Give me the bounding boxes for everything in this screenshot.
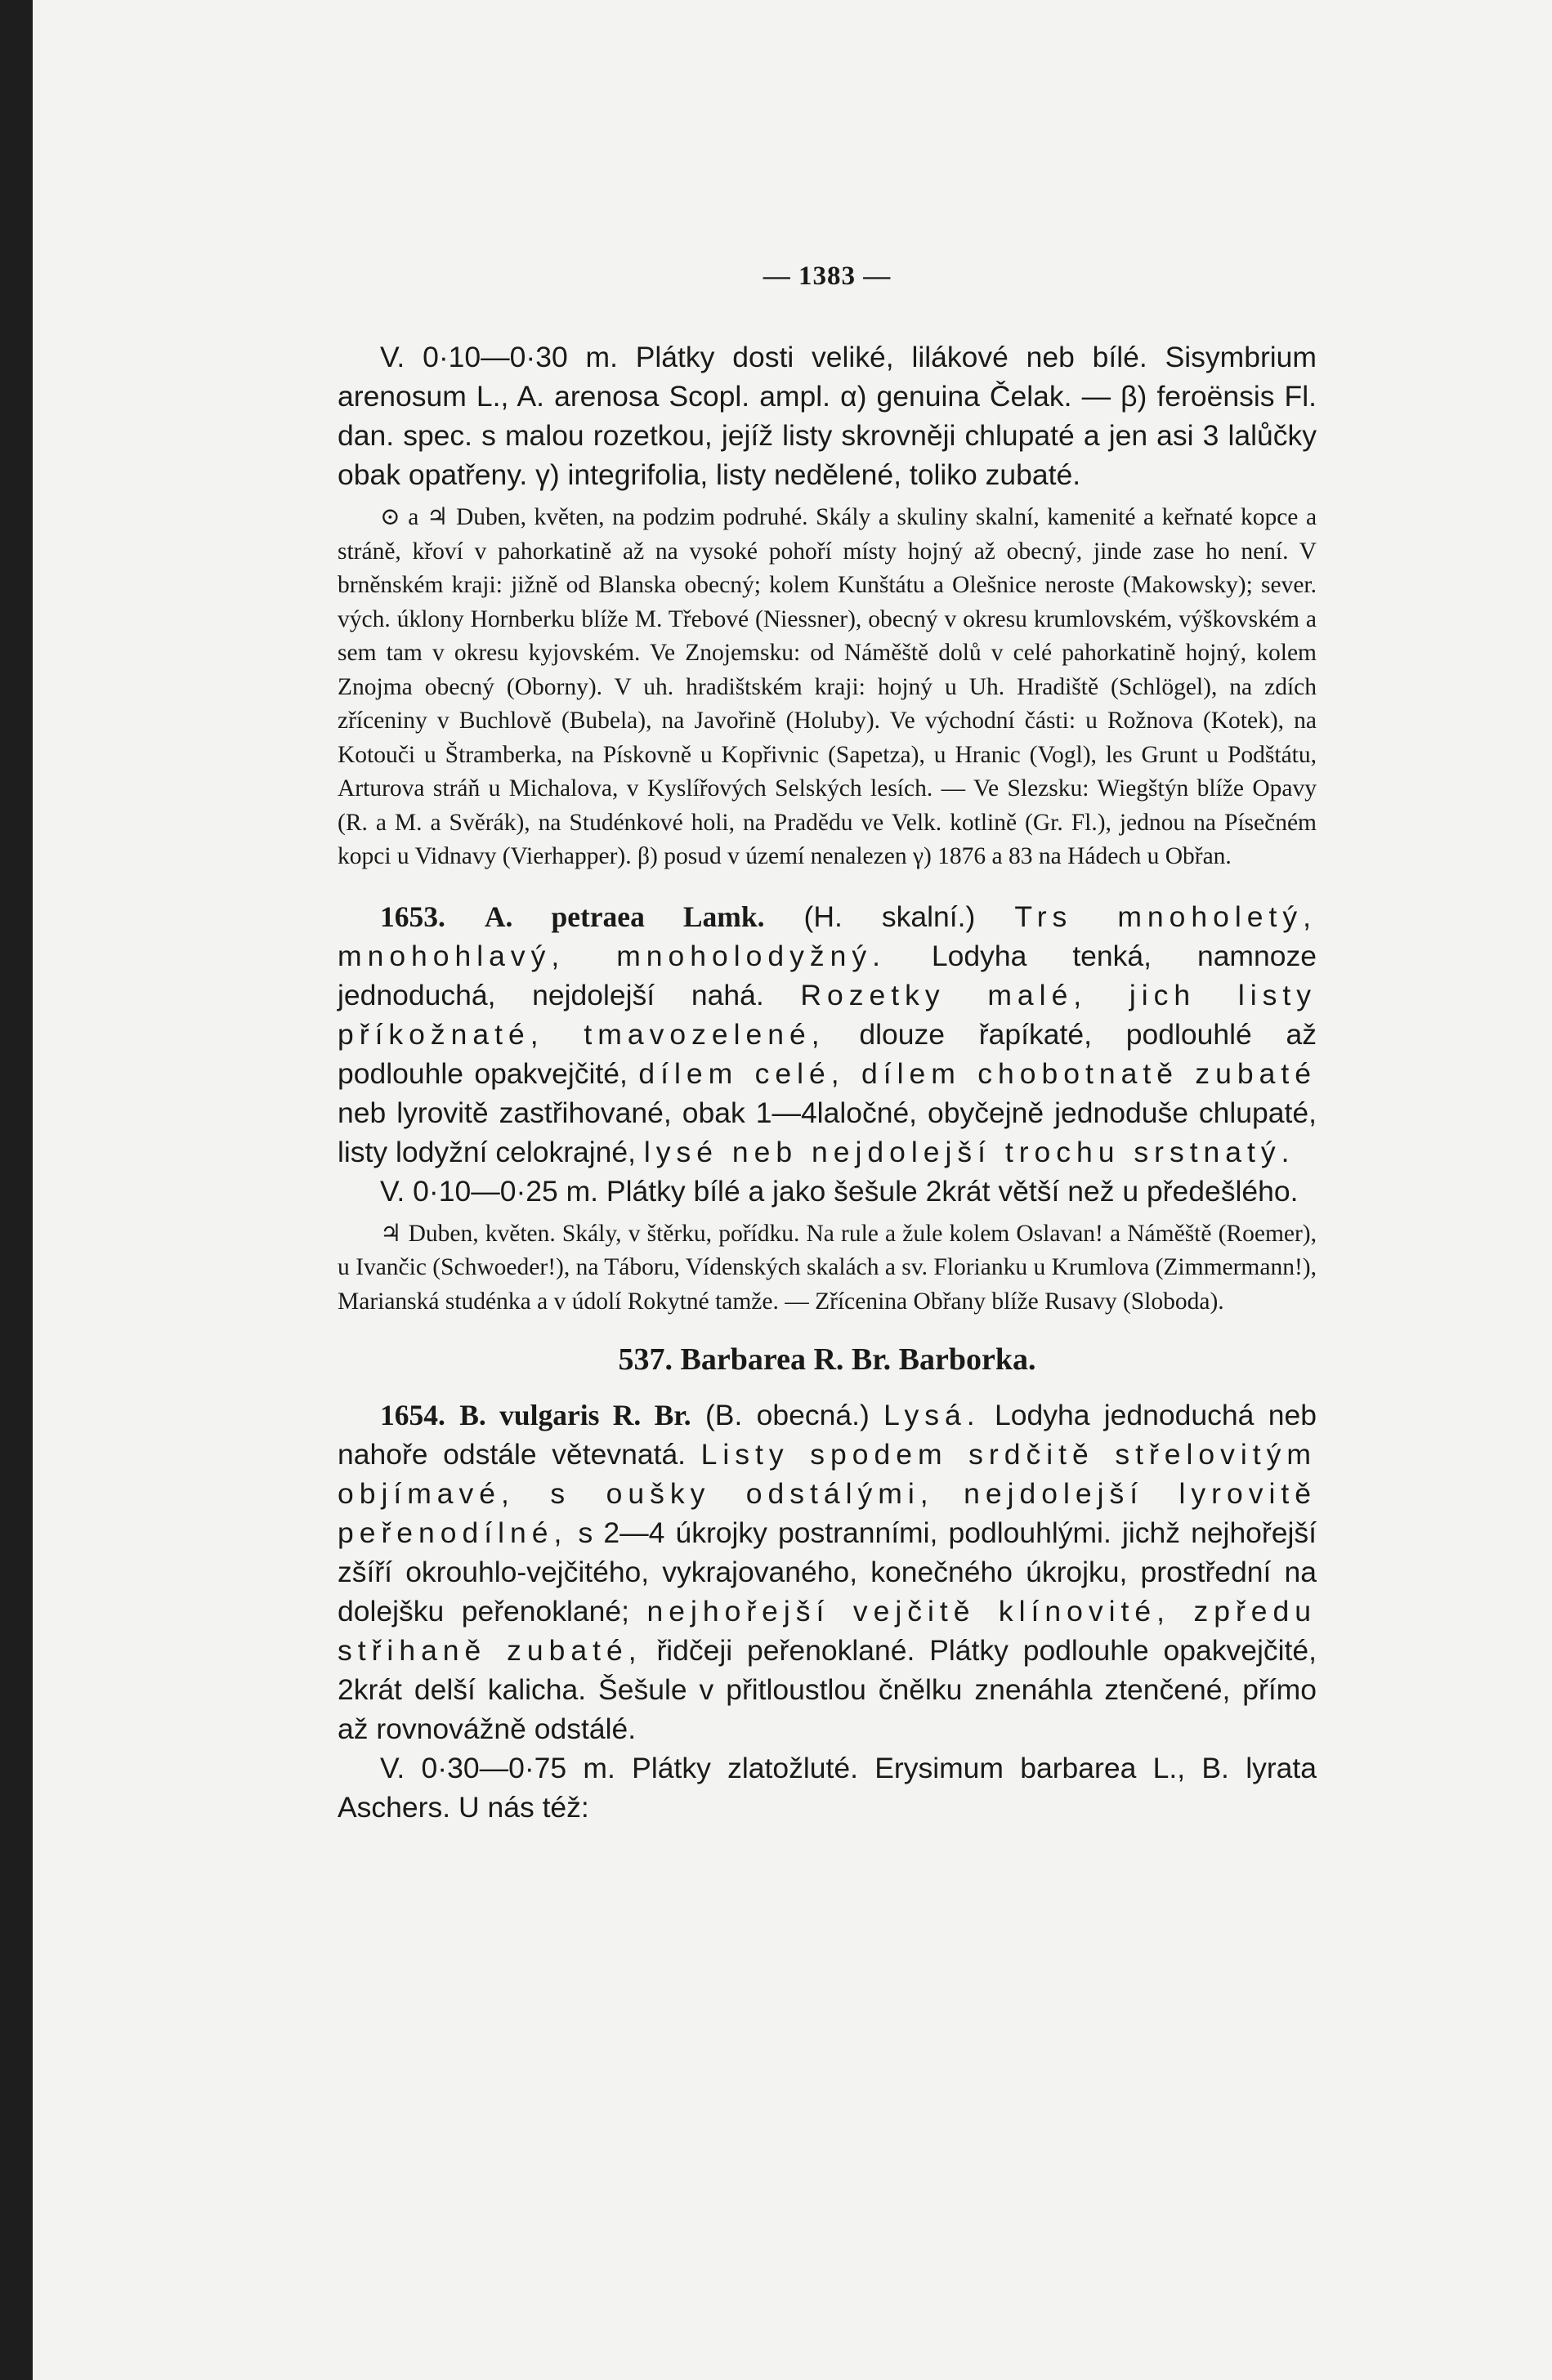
spaced-text: dílem celé, dílem chobotnatě zubaté	[638, 1056, 1317, 1090]
species-czech-name: (H. skalní.)	[803, 900, 976, 933]
spaced-text: Rozetky malé, jich listy příkožnaté, tmavozelené,	[338, 978, 1317, 1051]
page-number: — 1383 —	[763, 261, 892, 291]
paragraph-distribution	[338, 501, 1317, 874]
book-page	[33, 0, 1552, 2380]
locality-text: Duben, květen. Skály, v štěrku, pořídku. Na rule a žule kolem Oslavan! a Náměště (Roemer), u Ivančic (Schwoeder!), na Táboru, Vídenských skalách a sv. Florianku u Krumlova (Zimmermann!), Marianská studénka a v údolí Rokytné tamže. — Zřícenina Obřany blíže Rusavy (Sloboda).	[338, 1220, 1317, 1315]
spaced-text: Trs mnoholetý, mnohohlavý, mnoholodyžný.	[338, 900, 1317, 972]
plain-text: Lodyha tenká, namnoze jednoduchá, nejdolejší nahá.	[338, 939, 1317, 1011]
plain-text: Lodyha jednoduchá neb nahoře odstále větevnatá.	[338, 1399, 1317, 1471]
conjunction: a	[408, 504, 419, 530]
plain-text: jichž nejhořejší zšíří okrouhlo-vejčitého, vykrajovaného, konečného úkrojku, prostřední na dolejšku peřenoklané;	[338, 1516, 1317, 1628]
species-number: 1654.	[380, 1399, 445, 1431]
spaced-text: lysé neb nejdolejší trochu srstnatý.	[643, 1135, 1295, 1168]
plain-text: neb lyrovitě zastřihované, obak 1—4laločné, obyčejně jednoduše chlupaté, listy lodyžní celokrajné,	[338, 1096, 1317, 1168]
species-name: A. petraea Lamk.	[484, 900, 765, 933]
species-1653-entry	[338, 897, 1317, 1172]
perennial-symbol: ♃	[426, 504, 449, 530]
perennial-symbol: ♃	[380, 1220, 402, 1247]
paragraph-locality	[338, 1217, 1317, 1319]
genus-heading: 537. Barbarea R. Br. Barborka.	[618, 1342, 1036, 1377]
plain-text: dlouze řapíkaté, podlouhlé až podlouhle opakvejčité,	[338, 1017, 1317, 1090]
plain-text: řidčeji peřenoklané. Plátky podlouhle opakvejčité, 2krát delší kalicha. Šešule v přitloustlou čnělku znenáhla ztenčené, přímo až rovnovážně odstálé.	[338, 1634, 1317, 1745]
scan-left-edge	[0, 0, 33, 2380]
plain-text: s 2—4 úkrojky postranními, podlouhlými.	[578, 1516, 1111, 1549]
species-czech-name: (B. obecná.)	[704, 1399, 870, 1431]
paragraph-size-2: V. 0·30—0·75 m. Plátky zlatožluté. Erysimum barbarea L., B. lyrata Aschers. U nás též:	[338, 1752, 1317, 1824]
species-1654-entry	[338, 1395, 1317, 1748]
species-name: B. vulgaris R. Br.	[459, 1399, 691, 1431]
spaced-text: nejhořejší vejčitě klínovité, zpředu střihaně zubaté,	[338, 1595, 1317, 1667]
page-content	[338, 261, 1317, 1827]
spaced-text: nejdolejší lyrovitě peřenodílné,	[338, 1477, 1317, 1549]
spaced-text: Listy spodem srdčitě střelovitým objímavé, s oušky odstálými,	[338, 1438, 1317, 1510]
paragraph-size: V. 0·10—0·25 m. Plátky bílé a jako šešule 2krát větší než u předešlého.	[380, 1174, 1299, 1208]
distribution-text: Duben, květen, na podzim podruhé. Skály a skuliny skalní, kamenité a keřnaté kopce a stráně, křoví v pahorkatině až na vysoké pohoří místy hojný až obecný, jinde zase ho není. V brněnském kraji: jižně od Blanska obecný; kolem Kunštátu a Olešnice neroste (Makowsky); sever. vých. úklony Hornberku blíže M. Třebové (Niessner), obecný v okresu krumlovském, výškovském a sem tam v okresu kyjovském. Ve Znojemsku: od Náměště dolů v celé pahorkatině hojný, kolem Znojma obecný (Oborny). V uh. hradištském kraji: hojný u Uh. Hradiště (Schlögel), na zdích zříceniny v Buchlově (Bubela), na Javořině (Holuby). Ve východní části: u Rožnova (Kotek), na Kotouči u Štramberka, na Pískovně u Kopřivnic (Sapetza), u Hranic (Vogl), les Grunt u Podštátu, Arturova stráň u Michalova, v Kyslířových Selských lesích. — Ve Slezsku: Wiegštýn blíže Opavy (R. a M. a Svěrák), na Studénkové holi, na Pradědu ve Velk. kotlině (Gr. Fl.), jednou na Písečném kopci u Vidnavy (Vierhapper). β) posud v území nenalezen γ) 1876 a 83 na Hádech u Obřan.	[338, 504, 1317, 869]
species-number: 1653.	[380, 900, 445, 933]
annual-symbol: ⊙	[380, 504, 400, 530]
paragraph-description: V. 0·10—0·30 m. Plátky dosti veliké, lilákové neb bílé. Sisymbrium arenosum L., A. arenosa Scopl. ampl. α) genuina Čelak. — β) feroënsis Fl. dan. spec. s malou rozetkou, jejíž listy skrovněji chlupaté a jen asi 3 lalůčky obak opatřeny. γ) integrifolia, listy nedělené, toliko zubaté.	[338, 341, 1317, 491]
spaced-text: Lysá.	[883, 1399, 981, 1431]
